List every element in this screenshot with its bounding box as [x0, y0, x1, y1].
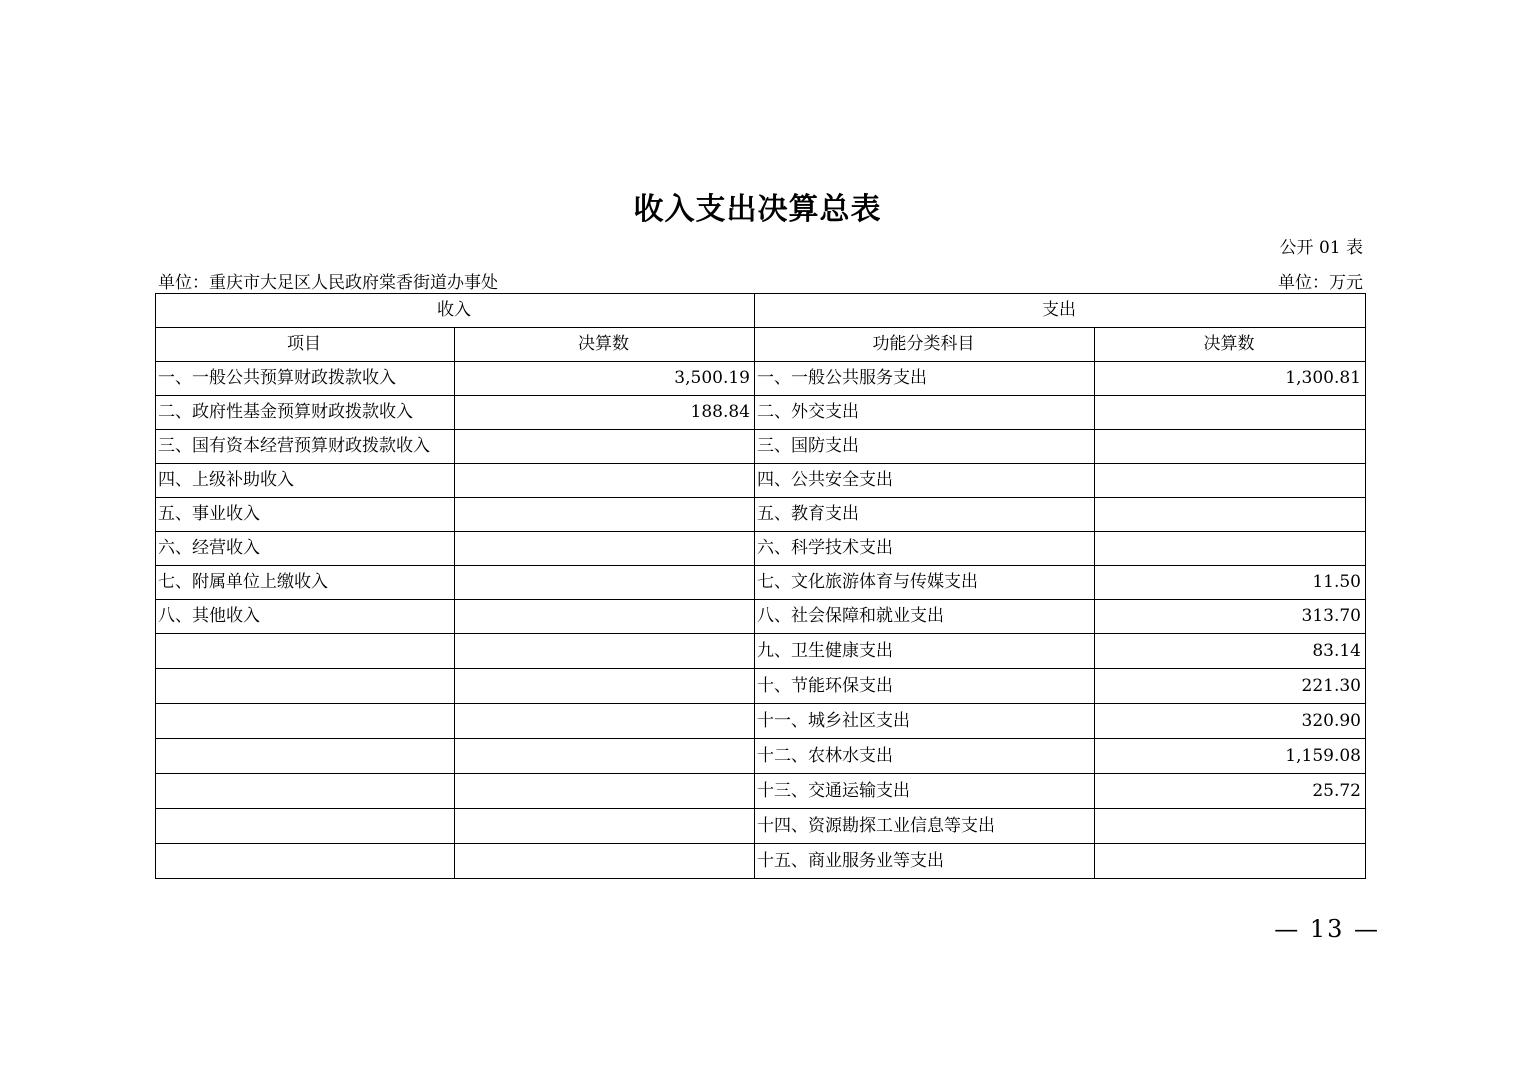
- expense-amount-cell: [1095, 532, 1366, 566]
- table-row: [156, 600, 1366, 634]
- table-row: [156, 464, 1366, 498]
- expense-amount-cell: 1,300.81: [1095, 362, 1366, 396]
- table-row: [156, 809, 1366, 844]
- income-amount-cell: [455, 669, 755, 704]
- expense-item-cell: 十五、商业服务业等支出: [755, 844, 1095, 879]
- form-code: 公开 01 表: [1279, 238, 1363, 258]
- income-amount-cell: [455, 774, 755, 809]
- expense-amount-cell: [1095, 809, 1366, 844]
- income-amount-cell: 3,500.19: [455, 362, 755, 396]
- expense-item-cell: 八、社会保障和就业支出: [755, 600, 1095, 634]
- expense-amount-cell: [1095, 844, 1366, 879]
- table-row: [156, 774, 1366, 809]
- income-amount-cell: [455, 430, 755, 464]
- table-row: [156, 844, 1366, 879]
- income-amount-cell: [455, 464, 755, 498]
- expense-item-cell: 九、卫生健康支出: [755, 634, 1095, 669]
- expense-item-cell: 十、节能环保支出: [755, 669, 1095, 704]
- expense-item-cell: 十四、资源勘探工业信息等支出: [755, 809, 1095, 844]
- table-body: [156, 362, 1366, 879]
- income-item-cell: [156, 774, 455, 809]
- expense-amount-header: 决算数: [1095, 328, 1366, 362]
- income-item-cell: 五、事业收入: [156, 498, 455, 532]
- income-item-cell: 七、附属单位上缴收入: [156, 566, 455, 600]
- unit-currency: 单位：万元: [1278, 273, 1363, 293]
- income-amount-cell: [455, 809, 755, 844]
- income-item-cell: [156, 739, 455, 774]
- expense-amount-cell: [1095, 498, 1366, 532]
- expense-item-cell: 二、外交支出: [755, 396, 1095, 430]
- table-subheader-row: [156, 328, 1366, 362]
- unit-organization: 单位：重庆市大足区人民政府棠香街道办事处: [158, 273, 498, 293]
- item-header: 项目: [156, 328, 455, 362]
- income-item-cell: [156, 669, 455, 704]
- income-item-cell: 四、上级补助收入: [156, 464, 455, 498]
- expense-amount-cell: [1095, 396, 1366, 430]
- expense-amount-cell: [1095, 430, 1366, 464]
- income-amount-cell: [455, 600, 755, 634]
- income-amount-cell: [455, 739, 755, 774]
- expense-item-cell: 十一、城乡社区支出: [755, 704, 1095, 739]
- table-row: [156, 396, 1366, 430]
- table-row: [156, 532, 1366, 566]
- income-amount-cell: [455, 498, 755, 532]
- page-title: 收入支出决算总表: [633, 192, 882, 227]
- table-row: [156, 498, 1366, 532]
- expense-amount-cell: 83.14: [1095, 634, 1366, 669]
- expense-amount-cell: [1095, 464, 1366, 498]
- income-amount-cell: 188.84: [455, 396, 755, 430]
- table-row: [156, 362, 1366, 396]
- income-amount-cell: [455, 532, 755, 566]
- income-expense-table: [155, 293, 1366, 879]
- table-row: [156, 704, 1366, 739]
- expense-header: 支出: [755, 294, 1366, 328]
- expense-item-cell: 五、教育支出: [755, 498, 1095, 532]
- table-header-row: [156, 294, 1366, 328]
- income-item-cell: 二、政府性基金预算财政拨款收入: [156, 396, 455, 430]
- expense-item-cell: 十三、交通运输支出: [755, 774, 1095, 809]
- expense-amount-cell: 313.70: [1095, 600, 1366, 634]
- table-row: [156, 430, 1366, 464]
- income-item-cell: [156, 634, 455, 669]
- expense-item-cell: 一、一般公共服务支出: [755, 362, 1095, 396]
- income-item-cell: 八、其他收入: [156, 600, 455, 634]
- income-item-cell: 六、经营收入: [156, 532, 455, 566]
- expense-amount-cell: 11.50: [1095, 566, 1366, 600]
- expense-item-cell: 三、国防支出: [755, 430, 1095, 464]
- income-item-cell: [156, 844, 455, 879]
- table-row: [156, 634, 1366, 669]
- income-item-cell: 一、一般公共预算财政拨款收入: [156, 362, 455, 396]
- income-amount-cell: [455, 634, 755, 669]
- income-header: 收入: [156, 294, 755, 328]
- income-amount-cell: [455, 844, 755, 879]
- expense-amount-cell: 1,159.08: [1095, 739, 1366, 774]
- page-number: — 13 —: [1274, 915, 1380, 943]
- expense-item-cell: 四、公共安全支出: [755, 464, 1095, 498]
- function-category-header: 功能分类科目: [755, 328, 1095, 362]
- income-amount-header: 决算数: [455, 328, 755, 362]
- income-item-cell: [156, 809, 455, 844]
- expense-item-cell: 六、科学技术支出: [755, 532, 1095, 566]
- table-row: [156, 739, 1366, 774]
- expense-amount-cell: 25.72: [1095, 774, 1366, 809]
- income-amount-cell: [455, 566, 755, 600]
- table-row: [156, 566, 1366, 600]
- expense-amount-cell: 320.90: [1095, 704, 1366, 739]
- table-row: [156, 669, 1366, 704]
- expense-item-cell: 十二、农林水支出: [755, 739, 1095, 774]
- expense-amount-cell: 221.30: [1095, 669, 1366, 704]
- expense-item-cell: 七、文化旅游体育与传媒支出: [755, 566, 1095, 600]
- income-item-cell: [156, 704, 455, 739]
- income-amount-cell: [455, 704, 755, 739]
- income-item-cell: 三、国有资本经营预算财政拨款收入: [156, 430, 455, 464]
